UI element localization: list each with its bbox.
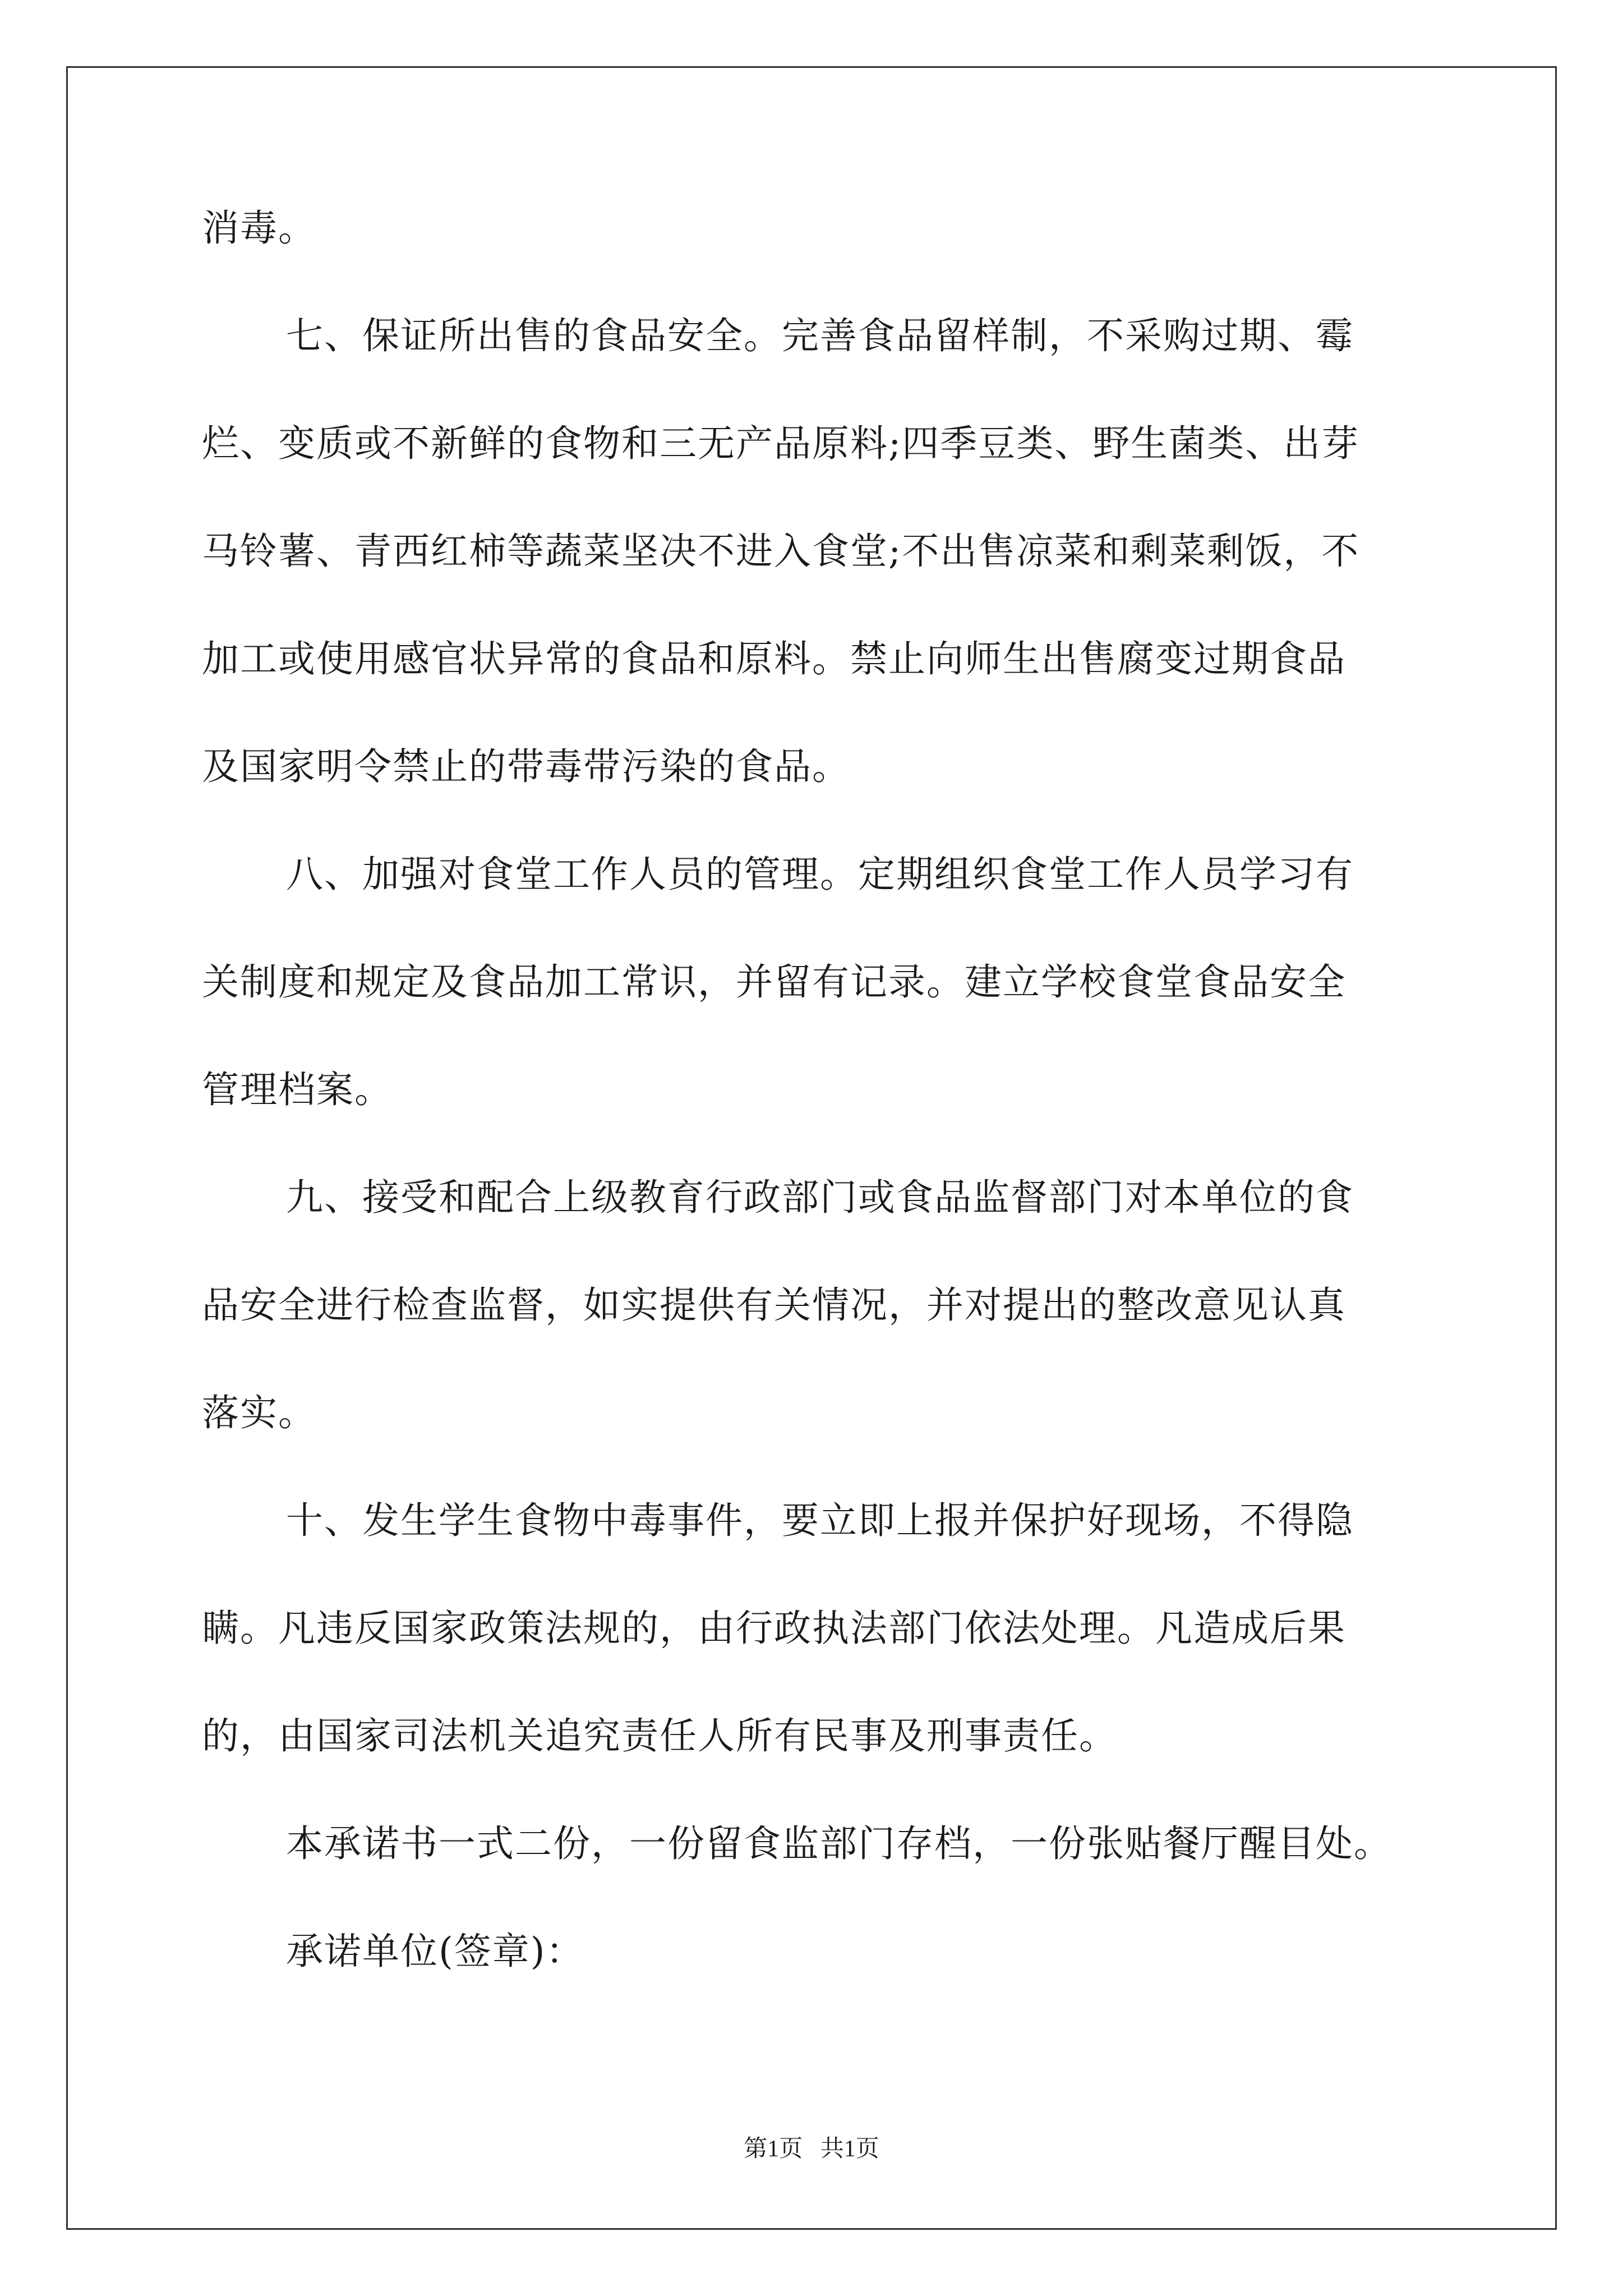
- text-line: 落实。: [202, 1391, 316, 1434]
- text-line: 加工或使用感官状异常的食品和原料。禁止向师生出售腐变过期食品: [202, 637, 1346, 680]
- paragraph-ten-line-1: 十、发生学生食物中毒事件，要立即上报并保护好现场，不得隐: [286, 1499, 1354, 1542]
- text-line: 消毒。: [202, 206, 316, 250]
- text-line: 管理档案。: [202, 1068, 393, 1111]
- text-line: 关制度和规定及食品加工常识，并留有记录。建立学校食堂食品安全: [202, 960, 1346, 1004]
- paragraph-nine-line-1: 九、接受和配合上级教育行政部门或食品监督部门对本单位的食: [286, 1176, 1354, 1219]
- text-line: 马铃薯、青西红柿等蔬菜坚决不进入食堂;不出售凉菜和剩菜剩饭，不: [202, 530, 1360, 573]
- page-number: 第1页 共1页: [744, 2136, 879, 2162]
- text-line: 品安全进行检查监督，如实提供有关情况，并对提出的整改意见认真: [202, 1283, 1346, 1327]
- text-line: 的，由国家司法机关追究责任人所有民事及刑事责任。: [202, 1714, 1117, 1757]
- text-line: 及国家明令禁止的带毒带污染的食品。: [202, 745, 850, 788]
- page-border: [66, 66, 1557, 2230]
- closing-statement: 本承诺书一式二份，一份留食监部门存档，一份张贴餐厅醒目处。: [286, 1822, 1392, 1865]
- signature-line: 承诺单位(签章)：: [286, 1930, 584, 1973]
- paragraph-seven-line-1: 七、保证所出售的食品安全。完善食品留样制，不采购过期、霉: [286, 314, 1354, 357]
- text-line: 瞒。凡违反国家政策法规的，由行政执法部门依法处理。凡造成后果: [202, 1607, 1346, 1650]
- paragraph-eight-line-1: 八、加强对食堂工作人员的管理。定期组织食堂工作人员学习有: [286, 853, 1354, 896]
- page-footer: [0, 2135, 1623, 2163]
- text-line: 烂、变质或不新鲜的食物和三无产品原料;四季豆类、野生菌类、出芽: [202, 422, 1360, 465]
